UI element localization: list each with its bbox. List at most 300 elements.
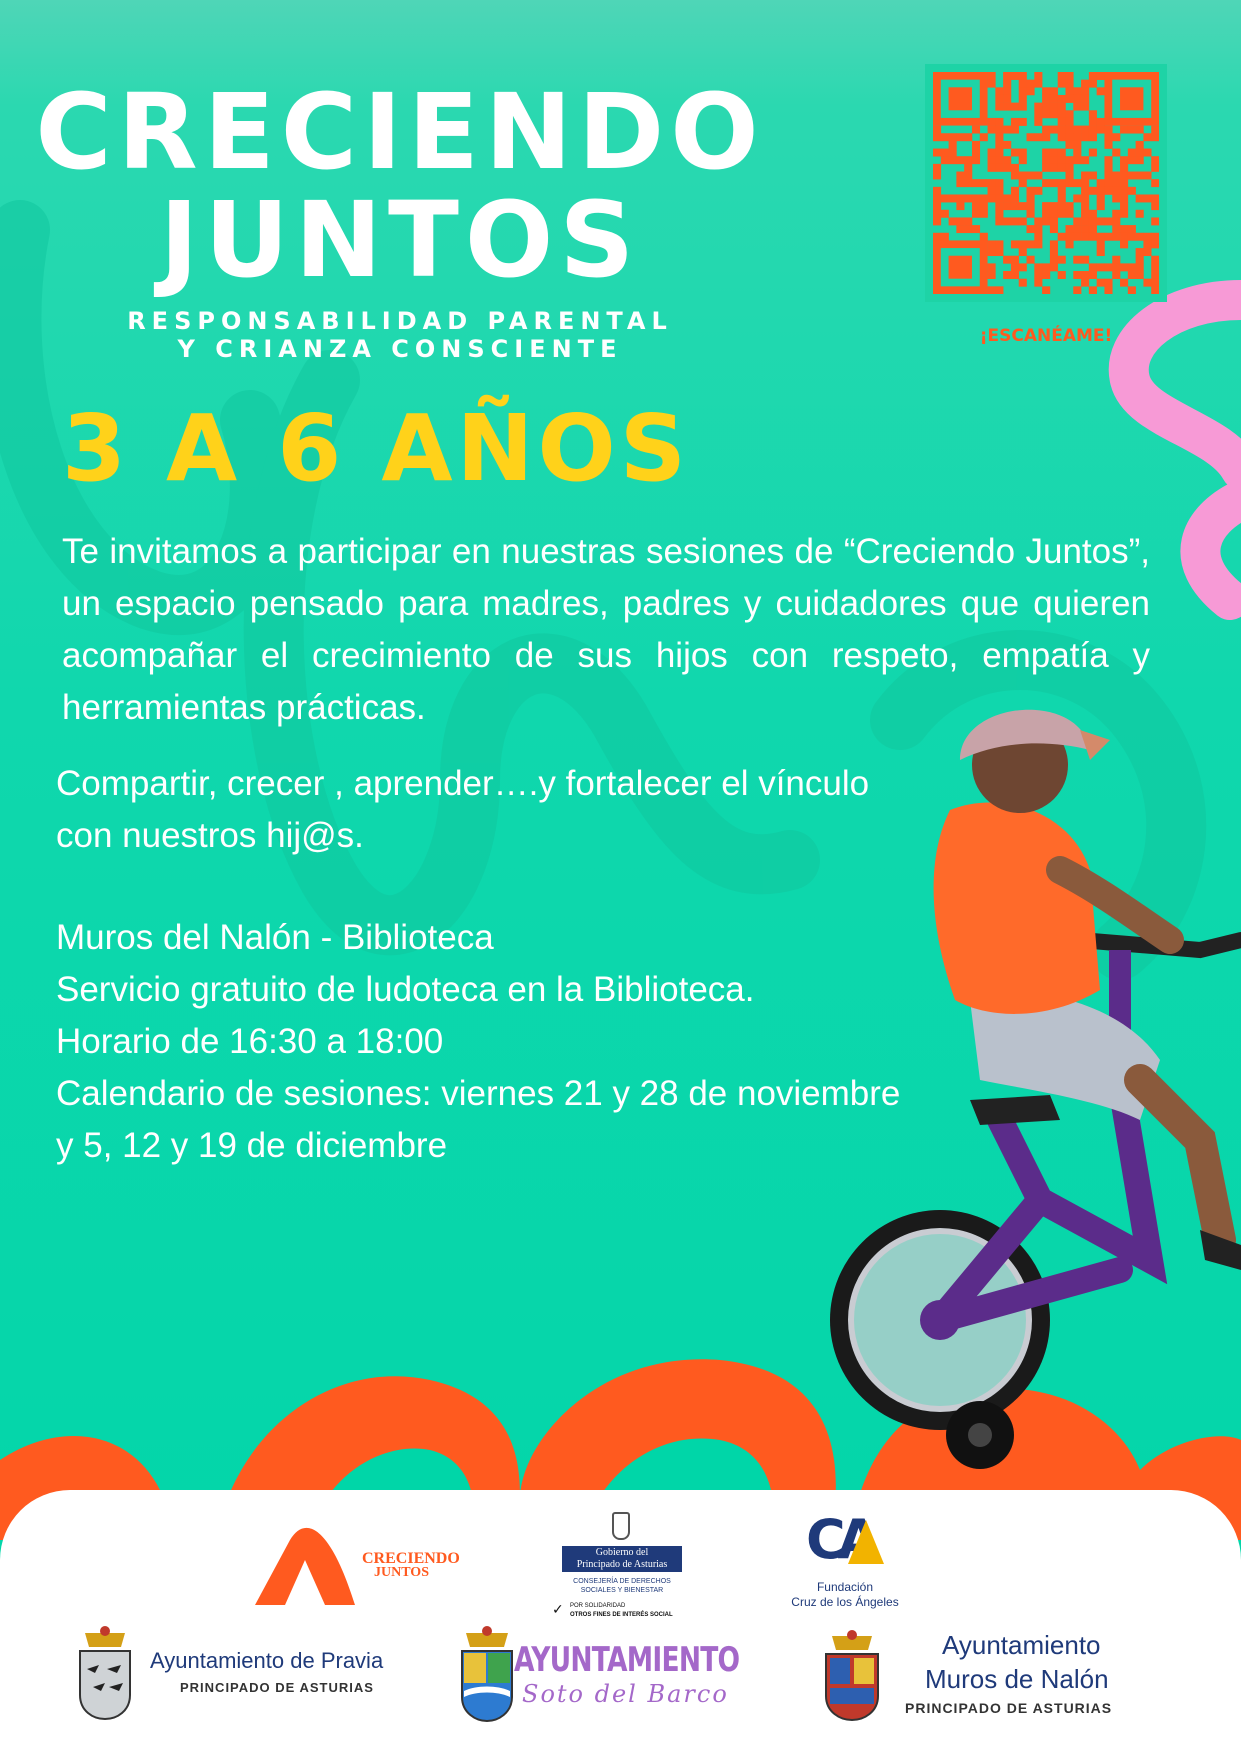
qr-module: [1143, 279, 1151, 287]
qr-module: [1011, 126, 1019, 134]
qr-module: [995, 194, 1003, 202]
qr-module: [1151, 286, 1159, 294]
qr-module: [1042, 217, 1050, 225]
qr-module: [1058, 80, 1066, 88]
qr-module: [1151, 164, 1159, 172]
qr-module: [1058, 95, 1066, 103]
qr-module: [1019, 263, 1027, 271]
qr-module: [995, 87, 1003, 95]
qr-caption: ¡ESCANÉAME!: [979, 326, 1113, 346]
qr-module: [988, 271, 996, 279]
qr-module: [1050, 149, 1058, 157]
qr-module: [956, 156, 964, 164]
qr-module: [1003, 103, 1011, 111]
detail-service: Servicio gratuito de ludoteca en la Biblioteca.: [56, 970, 755, 1009]
qr-module: [1027, 80, 1035, 88]
qr-module: [1143, 233, 1151, 241]
qr-module: [1058, 110, 1066, 118]
qr-module: [1120, 233, 1128, 241]
qr-module: [995, 286, 1003, 294]
qr-module: [980, 133, 988, 141]
qr-module: [988, 156, 996, 164]
qr-module: [1058, 256, 1066, 264]
soto-crest-icon: [458, 1625, 516, 1725]
qr-module: [1136, 271, 1144, 279]
qr-module: [1050, 217, 1058, 225]
qr-module: [1011, 172, 1019, 180]
qr-module: [1019, 248, 1027, 256]
qr-module: [1151, 279, 1159, 287]
qr-module: [1011, 194, 1019, 202]
qr-module: [1120, 194, 1128, 202]
fundacion-line-2: Cruz de los Ángeles: [791, 1595, 899, 1609]
detail-calendar-line-2: y 5, 12 y 19 de diciembre: [56, 1126, 448, 1165]
qr-module: [1151, 126, 1159, 134]
qr-module: [1089, 80, 1097, 88]
qr-module: [1073, 156, 1081, 164]
qr-module: [1003, 126, 1011, 134]
qr-module: [1003, 95, 1011, 103]
qr-module: [1042, 103, 1050, 111]
qr-module: [1073, 256, 1081, 264]
qr-module: [1034, 225, 1042, 233]
qr-module: [1097, 240, 1105, 248]
qr-module: [1050, 240, 1058, 248]
qr-module: [956, 172, 964, 180]
qr-module: [1081, 133, 1089, 141]
qr-module: [1104, 164, 1112, 172]
title-line-2: JUNTOS: [159, 179, 641, 301]
qr-module: [964, 172, 972, 180]
qr-module: [1073, 271, 1081, 279]
qr-module: [1003, 217, 1011, 225]
qr-module: [1058, 156, 1066, 164]
qr-module: [1027, 87, 1035, 95]
qr-module: [972, 141, 980, 149]
qr-module: [1081, 210, 1089, 218]
qr-module: [1065, 133, 1073, 141]
qr-module: [1042, 263, 1050, 271]
title-line-1: CRECIENDO: [35, 71, 765, 193]
qr-module: [1050, 164, 1058, 172]
qr-module: [1081, 217, 1089, 225]
qr-module: [1073, 133, 1081, 141]
qr-module: [1136, 156, 1144, 164]
qr-module: [1003, 156, 1011, 164]
qr-module: [1058, 118, 1066, 126]
intro-paragraph: Te invitamos a participar en nuestras sesiones de “Creciendo Juntos”, un espacio pensado para madres, padres y cuidadores que quieren acompañar el crecimiento de sus hijos con respeto, empatía y herramientas prácticas.: [62, 532, 1150, 727]
qr-module: [1003, 271, 1011, 279]
qr-module: [1112, 210, 1120, 218]
qr-module: [980, 210, 988, 218]
qr-module: [1065, 240, 1073, 248]
qr-module: [1143, 248, 1151, 256]
qr-module: [1073, 141, 1081, 149]
qr-module: [1151, 271, 1159, 279]
qr-module: [1081, 80, 1089, 88]
pravia-crest-icon: [75, 1625, 135, 1721]
qr-module: [1089, 110, 1097, 118]
qr-module: [1081, 172, 1089, 180]
qr-module: [1104, 187, 1112, 195]
qr-module: [1073, 217, 1081, 225]
qr-module: [1042, 164, 1050, 172]
qr-module: [1081, 95, 1089, 103]
gobierno-crest-icon: [612, 1512, 630, 1540]
qr-module: [956, 179, 964, 187]
qr-module: [1050, 225, 1058, 233]
qr-module: [1081, 225, 1089, 233]
qr-module: [956, 217, 964, 225]
qr-module: [1019, 217, 1027, 225]
qr-module: [956, 194, 964, 202]
qr-module: [1034, 240, 1042, 248]
qr-module: [995, 202, 1003, 210]
qr-module: [972, 156, 980, 164]
qr-module: [1034, 271, 1042, 279]
creciendo-logo-text-1: CRECIENDO: [362, 1550, 460, 1567]
qr-module: [1003, 256, 1011, 264]
qr-module: [964, 164, 972, 172]
qr-module: [933, 202, 941, 210]
qr-module: [941, 210, 949, 218]
qr-module: [1050, 103, 1058, 111]
qr-module: [1128, 263, 1136, 271]
qr-module: [1151, 233, 1159, 241]
qr-module: [1112, 187, 1120, 195]
qr-module: [1097, 217, 1105, 225]
qr-module: [980, 202, 988, 210]
qr-module: [1058, 149, 1066, 157]
qr-module: [1058, 210, 1066, 218]
qr-module: [1050, 87, 1058, 95]
qr-module: [1065, 210, 1073, 218]
muros-line-1: Ayuntamiento: [942, 1630, 1101, 1660]
qr-module: [972, 179, 980, 187]
qr-module: [1019, 80, 1027, 88]
qr-module: [1027, 194, 1035, 202]
qr-module: [933, 217, 941, 225]
qr-module: [1151, 202, 1159, 210]
qr-module: [1011, 217, 1019, 225]
fundacion-accent: [848, 1520, 884, 1564]
qr-module: [1058, 187, 1066, 195]
qr-module: [1120, 210, 1128, 218]
qr-module: [995, 103, 1003, 111]
qr-module: [1011, 271, 1019, 279]
qr-module: [1089, 210, 1097, 218]
qr-module: [1019, 95, 1027, 103]
qr-module: [1097, 233, 1105, 241]
qr-module: [1042, 156, 1050, 164]
qr-module: [941, 133, 949, 141]
qr-module: [1112, 225, 1120, 233]
qr-code-pattern: [933, 72, 1159, 294]
qr-module: [1104, 133, 1112, 141]
qr-module: [1065, 164, 1073, 172]
qr-module: [1128, 286, 1136, 294]
qr-module: [1042, 202, 1050, 210]
qr-module: [956, 202, 964, 210]
qr-module: [988, 72, 996, 80]
qr-module: [1081, 256, 1089, 264]
qr-code[interactable]: [925, 64, 1167, 302]
qr-module: [1081, 156, 1089, 164]
qr-module: [1073, 87, 1081, 95]
qr-module: [1042, 126, 1050, 134]
qr-module: [1136, 172, 1144, 180]
qr-module: [949, 156, 957, 164]
qr-module: [1097, 187, 1105, 195]
qr-module: [1027, 225, 1035, 233]
qr-module: [1089, 263, 1097, 271]
qr-module: [1003, 202, 1011, 210]
qr-module: [1011, 164, 1019, 172]
tagline-line-1: Compartir, crecer , aprender….y fortalecer el vínculo: [56, 764, 870, 803]
qr-module: [1112, 179, 1120, 187]
qr-module: [1011, 72, 1019, 80]
qr-module: [1011, 256, 1019, 264]
qr-module: [1011, 149, 1019, 157]
qr-module: [1034, 118, 1042, 126]
qr-module: [1104, 233, 1112, 241]
qr-module: [988, 194, 996, 202]
qr-module: [995, 156, 1003, 164]
qr-module: [980, 233, 988, 241]
qr-module: [1151, 194, 1159, 202]
qr-module: [988, 126, 996, 134]
qr-module: [964, 179, 972, 187]
qr-module: [1019, 179, 1027, 187]
qr-module: [1027, 172, 1035, 180]
muros-crest-icon: [822, 1630, 882, 1722]
qr-module: [1081, 279, 1089, 287]
qr-module: [1151, 256, 1159, 264]
qr-module: [933, 164, 941, 172]
qr-module: [933, 126, 941, 134]
qr-module: [1003, 141, 1011, 149]
qr-module: [1019, 240, 1027, 248]
qr-module: [1058, 133, 1066, 141]
qr-module: [1058, 179, 1066, 187]
qr-module: [980, 194, 988, 202]
qr-module: [1120, 187, 1128, 195]
qr-module: [1050, 263, 1058, 271]
detail-location: Muros del Nalón - Biblioteca: [56, 918, 494, 957]
qr-module: [964, 225, 972, 233]
qr-module: [1120, 225, 1128, 233]
qr-module: [1089, 133, 1097, 141]
gobierno-dept-line-1: CONSEJERÍA DE DERECHOS: [573, 1578, 671, 1585]
qr-module: [1065, 156, 1073, 164]
qr-finder-pattern: [1120, 87, 1143, 110]
qr-module: [1120, 263, 1128, 271]
qr-module: [1128, 149, 1136, 157]
qr-module: [1097, 126, 1105, 134]
qr-module: [1050, 110, 1058, 118]
qr-module: [1136, 141, 1144, 149]
qr-module: [1089, 271, 1097, 279]
qr-module: [1081, 233, 1089, 241]
qr-module: [1120, 126, 1128, 134]
qr-module: [1034, 263, 1042, 271]
qr-module: [1073, 95, 1081, 103]
qr-module: [1042, 286, 1050, 294]
qr-module: [1065, 95, 1073, 103]
qr-module: [1081, 87, 1089, 95]
qr-module: [1128, 172, 1136, 180]
qr-module: [1081, 126, 1089, 134]
qr-module: [1104, 286, 1112, 294]
qr-module: [1034, 110, 1042, 118]
fundacion-mark: CA: [806, 1508, 872, 1571]
qr-module: [1034, 80, 1042, 88]
qr-module: [1034, 187, 1042, 195]
qr-module: [964, 133, 972, 141]
qr-module: [1065, 225, 1073, 233]
qr-module: [1097, 202, 1105, 210]
soto-name: AYUNTAMIENTO: [514, 1640, 740, 1680]
tagline-line-2: con nuestros hij@s.: [56, 816, 364, 855]
qr-module: [1136, 149, 1144, 157]
solidaridad-line-2: OTROS FINES DE INTERÉS SOCIAL: [570, 1612, 673, 1618]
qr-module: [1019, 118, 1027, 126]
qr-module: [1019, 87, 1027, 95]
qr-module: [1151, 179, 1159, 187]
qr-module: [1097, 87, 1105, 95]
qr-finder-pattern: [949, 87, 972, 110]
qr-module: [1027, 187, 1035, 195]
qr-module: [1042, 179, 1050, 187]
qr-module: [988, 286, 996, 294]
solidaridad-line-1: POR SOLIDARIDAD: [570, 1603, 626, 1609]
qr-module: [933, 133, 941, 141]
qr-module: [1042, 149, 1050, 157]
qr-module: [1128, 271, 1136, 279]
qr-module: [1003, 80, 1011, 88]
qr-module: [1034, 233, 1042, 241]
pravia-name: Ayuntamiento de Pravia: [150, 1648, 384, 1673]
qr-module: [1042, 95, 1050, 103]
qr-module: [1027, 256, 1035, 264]
qr-module: [988, 240, 996, 248]
qr-module: [1112, 233, 1120, 241]
qr-module: [1050, 95, 1058, 103]
gobierno-dept-line-2: SOCIALES Y BIENESTAR: [580, 1587, 664, 1594]
qr-module: [1120, 240, 1128, 248]
qr-module: [1034, 279, 1042, 287]
qr-module: [1042, 87, 1050, 95]
qr-module: [1034, 133, 1042, 141]
qr-module: [1027, 133, 1035, 141]
qr-module: [1097, 118, 1105, 126]
qr-module: [949, 141, 957, 149]
qr-finder-pattern: [949, 256, 972, 279]
qr-module: [1089, 149, 1097, 157]
qr-module: [1112, 172, 1120, 180]
qr-module: [933, 149, 941, 157]
qr-module: [995, 126, 1003, 134]
qr-module: [933, 187, 941, 195]
qr-module: [1042, 210, 1050, 218]
qr-module: [1081, 179, 1089, 187]
qr-module: [1050, 210, 1058, 218]
qr-module: [972, 126, 980, 134]
qr-module: [1065, 141, 1073, 149]
qr-module: [949, 194, 957, 202]
qr-module: [1050, 156, 1058, 164]
qr-module: [941, 156, 949, 164]
qr-module: [1058, 194, 1066, 202]
gobierno-line-2: Principado de Asturias: [576, 1559, 668, 1570]
qr-module: [995, 240, 1003, 248]
qr-module: [1003, 164, 1011, 172]
qr-module: [1097, 263, 1105, 271]
qr-module: [1089, 187, 1097, 195]
qr-module: [1136, 194, 1144, 202]
qr-module: [1112, 263, 1120, 271]
qr-module: [1112, 194, 1120, 202]
qr-module: [972, 225, 980, 233]
qr-module: [1065, 72, 1073, 80]
qr-module: [1104, 126, 1112, 134]
muros-line-2: Muros de Nalón: [925, 1664, 1109, 1694]
qr-module: [1081, 194, 1089, 202]
qr-module: [1011, 240, 1019, 248]
qr-module: [972, 202, 980, 210]
qr-module: [1097, 179, 1105, 187]
qr-module: [1120, 179, 1128, 187]
qr-module: [1027, 240, 1035, 248]
qr-module: [949, 133, 957, 141]
qr-module: [941, 233, 949, 241]
qr-module: [1065, 80, 1073, 88]
qr-module: [1065, 179, 1073, 187]
qr-module: [995, 118, 1003, 126]
qr-module: [964, 217, 972, 225]
qr-module: [1104, 279, 1112, 287]
qr-module: [1050, 248, 1058, 256]
qr-module: [1050, 256, 1058, 264]
qr-module: [1136, 263, 1144, 271]
qr-module: [1065, 87, 1073, 95]
qr-module: [1019, 172, 1027, 180]
qr-module: [1058, 233, 1066, 241]
qr-module: [980, 179, 988, 187]
qr-module: [972, 210, 980, 218]
qr-module: [1120, 164, 1128, 172]
qr-module: [1081, 187, 1089, 195]
qr-module: [1073, 149, 1081, 157]
qr-module: [1019, 156, 1027, 164]
qr-module: [933, 210, 941, 218]
qr-module: [1120, 172, 1128, 180]
qr-module: [1073, 103, 1081, 111]
qr-module: [1019, 149, 1027, 157]
qr-module: [1112, 217, 1120, 225]
qr-module: [1019, 279, 1027, 287]
qr-module: [1019, 202, 1027, 210]
qr-module: [1112, 256, 1120, 264]
qr-module: [1151, 133, 1159, 141]
qr-module: [1151, 263, 1159, 271]
qr-module: [1058, 202, 1066, 210]
qr-module: [1027, 202, 1035, 210]
qr-module: [1128, 233, 1136, 241]
qr-module: [1058, 271, 1066, 279]
qr-module: [933, 172, 941, 180]
qr-module: [1034, 103, 1042, 111]
